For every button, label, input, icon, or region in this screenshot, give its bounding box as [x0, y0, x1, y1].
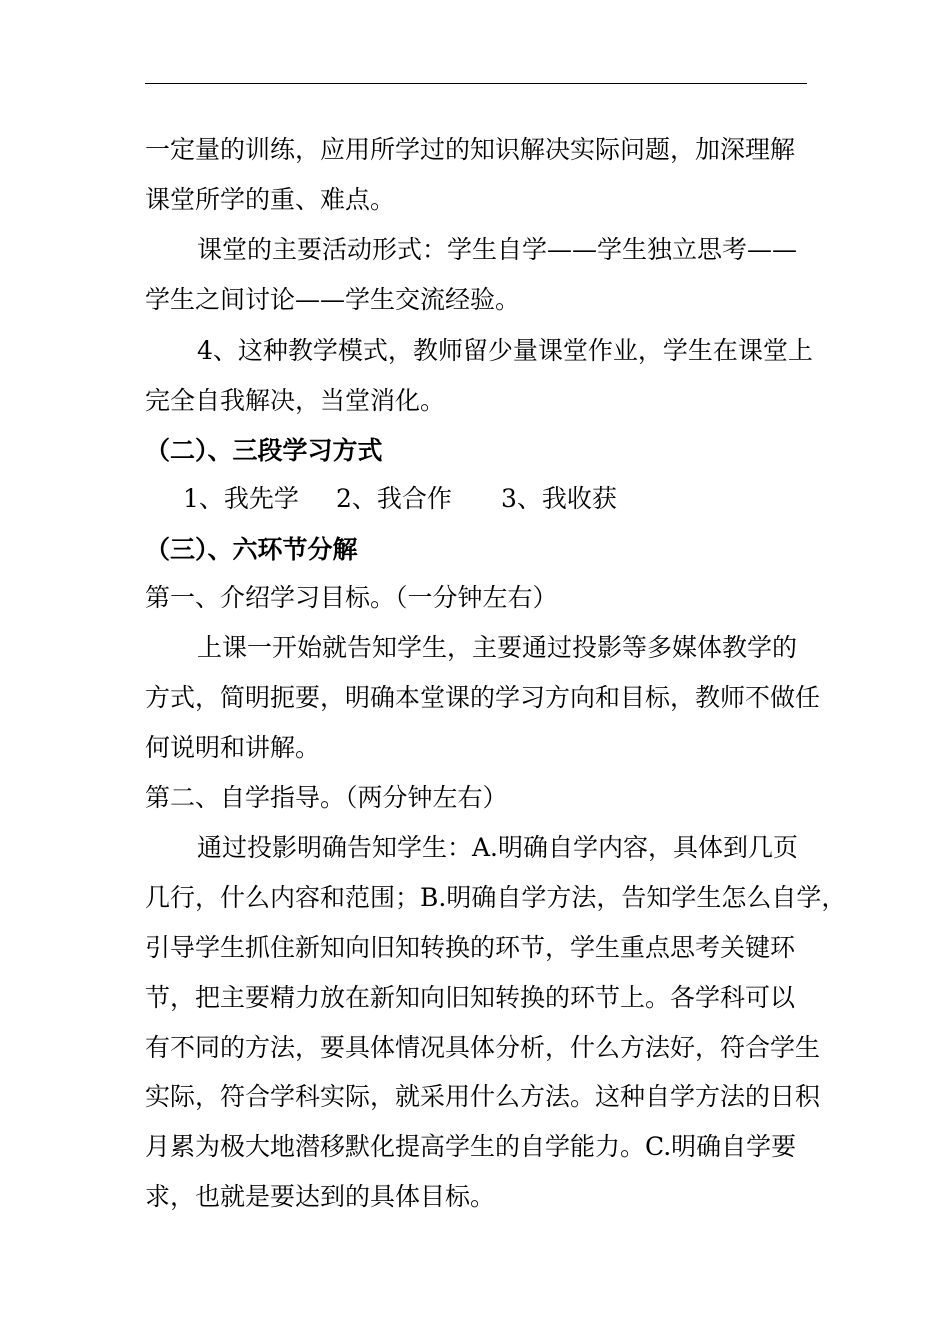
paragraph-line: 有不同的方法，要具体情况具体分析，什么方法好，符合学生 [145, 1033, 821, 1062]
paragraph-line: 节，把主要精力放在新知向旧知转换的环节上。各学科可以 [145, 983, 796, 1012]
section-heading-3: （三）、六环节分解 [145, 535, 358, 564]
paragraph-line: 课堂所学的重、难点。 [145, 185, 396, 214]
section-heading-2: （二）、三段学习方式 [145, 436, 383, 465]
paragraph-line: 一定量的训练，应用所学过的知识解决实际问题，加深理解 [145, 135, 796, 164]
paragraph-line: 实际，符合学科实际，就采用什么方法。这种自学方法的日积 [145, 1082, 821, 1111]
learning-mode-item: 1、我先学 [183, 484, 299, 513]
step-title: 第一、介绍学习目标。（一分钟左右） [145, 583, 558, 612]
step-title: 第二、自学指导。（两分钟左右） [145, 783, 508, 812]
paragraph-line: 学生之间讨论——学生交流经验。 [145, 285, 521, 314]
learning-mode-item: 3、我收获 [501, 484, 617, 513]
paragraph-line: 课堂的主要活动形式：学生自学——学生独立思考—— [197, 235, 798, 264]
learning-modes [183, 482, 853, 516]
paragraph-line: 方式，简明扼要，明确本堂课的学习方向和目标，教师不做任 [145, 683, 821, 712]
paragraph-line: 通过投影明确告知学生：A.明确自学内容，具体到几页 [197, 833, 799, 862]
paragraph-line: 4、这种教学模式，教师留少量课堂作业，学生在课堂上 [197, 336, 813, 365]
paragraph-line: 何说明和讲解。 [145, 733, 321, 762]
header-rule [145, 83, 807, 84]
paragraph-line: 求，也就是要达到的具体目标。 [145, 1182, 496, 1211]
paragraph-line: 月累为极大地潜移默化提高学生的自学能力。C.明确自学要 [145, 1132, 797, 1161]
learning-mode-item: 2、我合作 [336, 484, 452, 513]
paragraph-line: 上课一开始就告知学生，主要通过投影等多媒体教学的 [197, 633, 798, 662]
paragraph-line: 引导学生抓住新知向旧知转换的环节，学生重点思考关键环 [145, 933, 796, 962]
paragraph-line: 几行，什么内容和范围；B.明确自学方法，告知学生怎么自学， [145, 883, 847, 912]
paragraph-line: 完全自我解决，当堂消化。 [145, 386, 446, 415]
